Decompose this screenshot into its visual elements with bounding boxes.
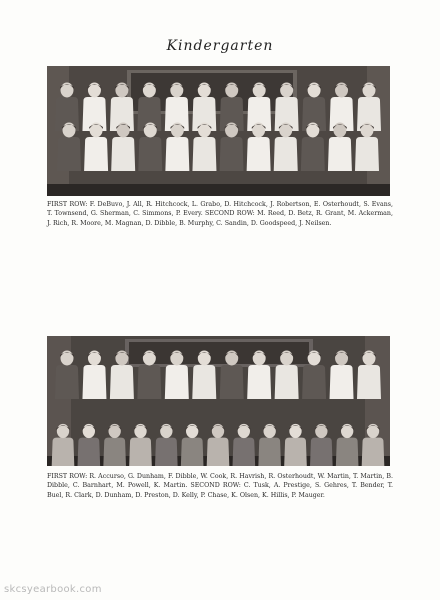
page-heading: Kindergarten — [166, 38, 274, 54]
photo-2-caption: FIRST ROW: R. Accurso, G. Dunham, F. Dibble, W. Cook, R. Havrish, R. Osterhoudt, W. Martin, T. Martin, B. Dibble, C. Barnhart, M. Powell, K. Martin. SECOND ROW: C. Tusk, A. Prestige, S. Gehres, T. Bender, T. Buel, R. Clark, D. Dunham, D. Preston, D. Kelly, P. Chase, K. Olsen, K. Hillis, P. Mauger. — [47, 473, 393, 499]
class-photo-2-image — [47, 336, 390, 466]
photo-1-caption: FIRST ROW: F. DeBuvo, J. All, R. Hitchcock, L. Grabo, D. Hitchcock, J. Robertson, E. Osterhoudt, S. Evans, T. Townsend, G. Sherman, C. Simmons, P. Every. SECOND ROW: M. Reed, D. Betz, R. Grant, M. Ackerman, J. Rich, R. Moore, M. Magnan, D. Dibble, B. Murphy, C. Sandin, D. Goodspeed, J. Neilsen. — [47, 201, 393, 227]
class-photo-2 — [47, 336, 390, 466]
class-photo-1-image — [47, 66, 390, 196]
class-photo-1 — [47, 66, 390, 196]
site-watermark: skcsyearbook.com — [4, 584, 102, 595]
